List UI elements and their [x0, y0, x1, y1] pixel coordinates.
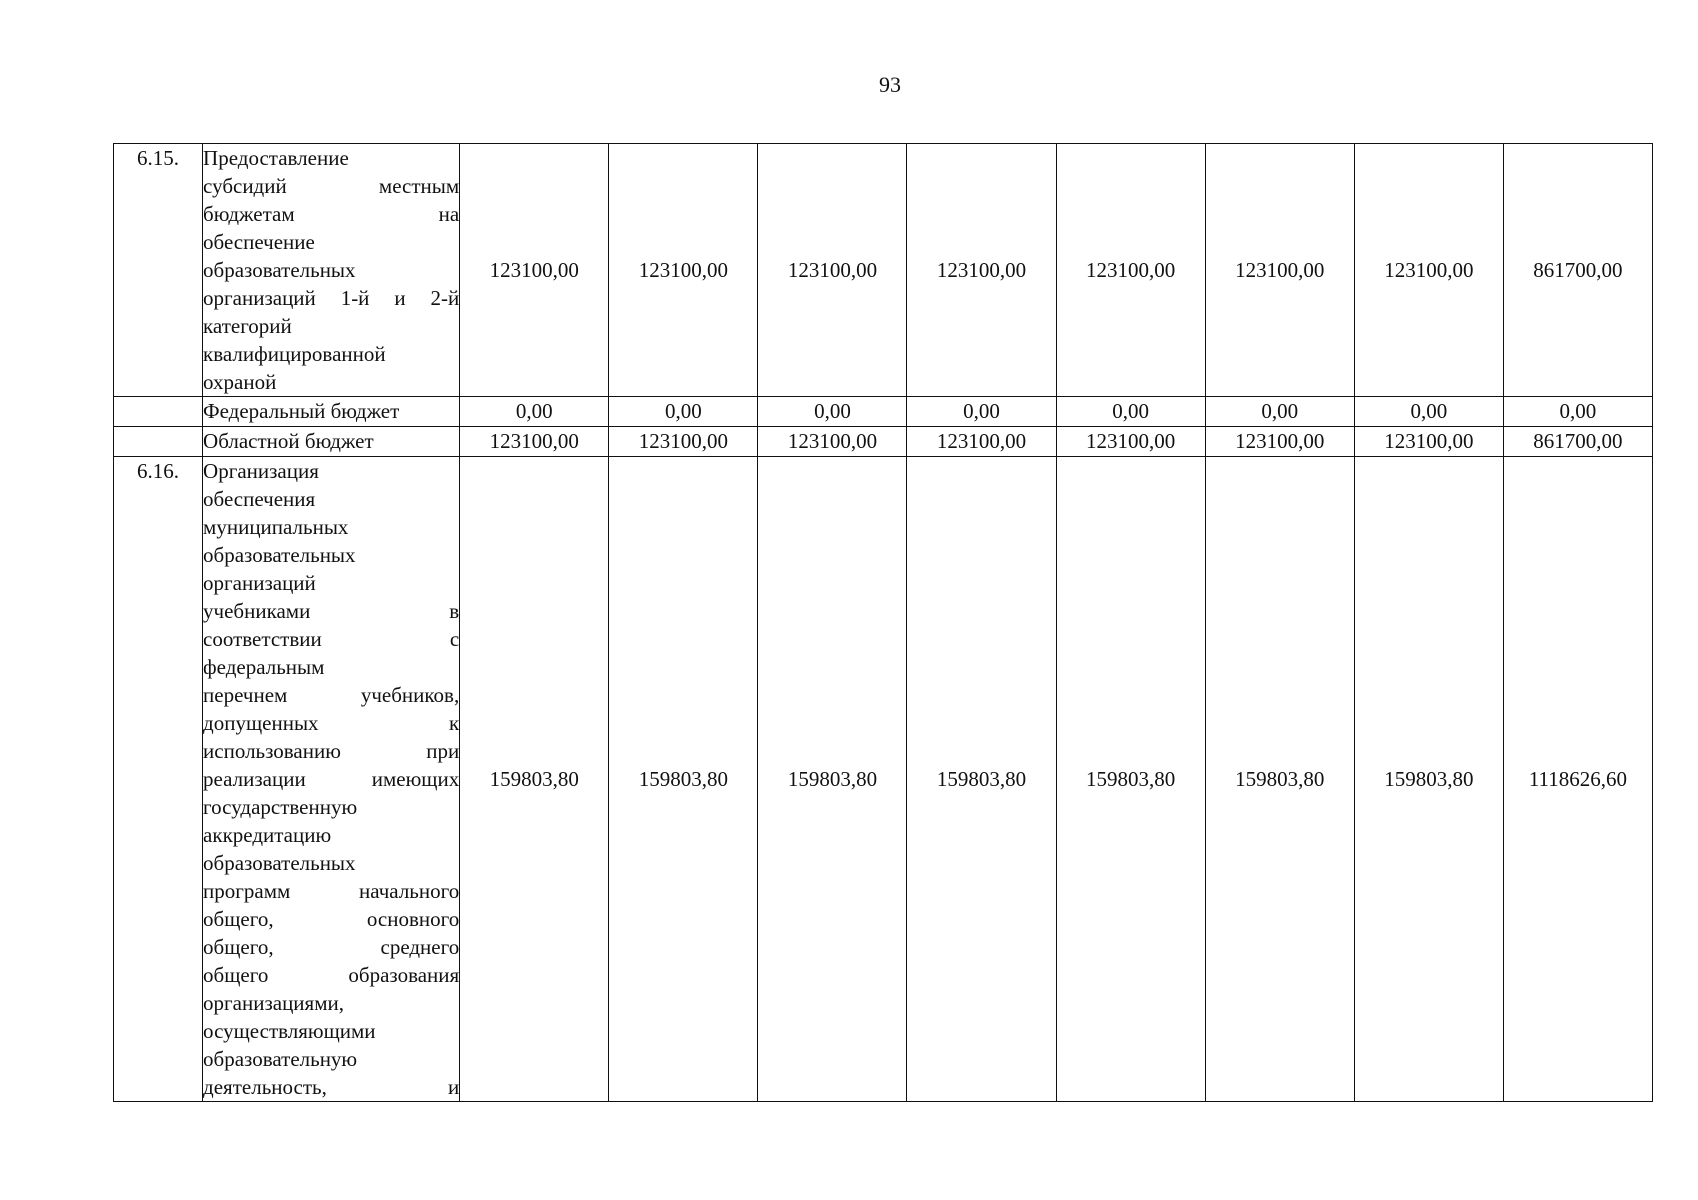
description-word: Предоставление — [203, 146, 349, 170]
description-word: на — [438, 202, 460, 226]
year-value: 0,00 — [1056, 397, 1205, 427]
description-word: обеспечение — [203, 230, 315, 254]
description-line — [203, 961, 459, 989]
description-word: начального — [359, 879, 460, 903]
year-value: 123100,00 — [1056, 427, 1205, 457]
description-line — [203, 821, 459, 849]
description-line — [203, 653, 459, 681]
year-value: 0,00 — [907, 397, 1056, 427]
description-word: в — [449, 599, 460, 623]
table-row — [114, 397, 1653, 427]
description-word: образования — [348, 963, 460, 987]
description-line — [203, 849, 459, 877]
year-value: 0,00 — [1205, 397, 1354, 427]
description-word: образовательных — [203, 543, 356, 567]
year-value: 159803,80 — [758, 457, 907, 1102]
description-line — [203, 340, 459, 368]
description-line — [203, 933, 459, 961]
table-row — [114, 457, 1653, 1102]
description-word: федеральным — [203, 655, 325, 679]
description-word: организаций — [203, 571, 316, 595]
description-line — [203, 905, 459, 933]
description-line — [203, 709, 459, 737]
total-value: 861700,00 — [1503, 427, 1652, 457]
description-line — [203, 765, 459, 793]
description-word: образовательных — [203, 258, 356, 282]
total-value: 861700,00 — [1503, 144, 1652, 397]
total-value: 0,00 — [1503, 397, 1652, 427]
description-word: осуществляющими — [203, 1019, 376, 1043]
description-word: общего — [203, 963, 269, 987]
year-value: 0,00 — [460, 397, 609, 427]
description-word: использованию — [203, 739, 341, 763]
description-line — [203, 284, 459, 312]
description-line — [203, 200, 459, 228]
year-value: 159803,80 — [1205, 457, 1354, 1102]
row-number — [114, 397, 203, 427]
description-line — [203, 513, 459, 541]
row-description: Федеральный бюджет — [203, 397, 460, 427]
description-word: учебниками — [203, 599, 311, 623]
row-description: Областной бюджет — [203, 427, 460, 457]
description-word: с — [449, 627, 460, 651]
description-word: охраной — [203, 370, 277, 394]
description-word: программ — [203, 879, 291, 903]
description-line — [203, 256, 459, 284]
description-word: основного — [366, 907, 460, 931]
row-description — [203, 457, 460, 1102]
year-value: 123100,00 — [1056, 144, 1205, 397]
description-line — [203, 793, 459, 821]
description-word: и — [447, 1075, 460, 1099]
description-word: соответствии — [203, 627, 322, 651]
description-line — [203, 541, 459, 569]
year-value: 123100,00 — [460, 427, 609, 457]
year-value: 123100,00 — [758, 427, 907, 457]
year-value: 159803,80 — [1354, 457, 1503, 1102]
description-word: образовательных — [203, 851, 356, 875]
year-value: 123100,00 — [1205, 144, 1354, 397]
description-word: общего, — [203, 907, 274, 931]
description-word: учебников, — [360, 683, 460, 707]
description-line — [203, 625, 459, 653]
row-number: 6.15. — [114, 144, 203, 397]
year-value: 123100,00 — [609, 427, 758, 457]
description-word: допущенных — [203, 711, 319, 735]
year-value: 123100,00 — [758, 144, 907, 397]
description-word: муниципальных — [203, 515, 349, 539]
description-word: среднего — [380, 935, 460, 959]
description-line — [203, 569, 459, 597]
description-line — [203, 1045, 459, 1073]
description-line — [203, 228, 459, 256]
year-value: 123100,00 — [1354, 427, 1503, 457]
description-word: государственную — [203, 795, 358, 819]
description-line — [203, 737, 459, 765]
description-word: бюджетам — [203, 202, 295, 226]
description-line — [203, 597, 459, 625]
description-word: при — [426, 739, 460, 763]
row-number: 6.16. — [114, 457, 203, 1102]
description-line — [203, 485, 459, 513]
description-word: аккредитацию — [203, 823, 332, 847]
table-row — [114, 144, 1653, 397]
row-number — [114, 427, 203, 457]
description-word: перечнем — [203, 683, 288, 707]
description-line — [203, 1073, 459, 1101]
year-value: 123100,00 — [1205, 427, 1354, 457]
year-value: 159803,80 — [1056, 457, 1205, 1102]
budget-table — [113, 143, 1653, 1102]
description-line — [203, 989, 459, 1017]
total-value: 1118626,60 — [1503, 457, 1652, 1102]
year-value: 159803,80 — [609, 457, 758, 1102]
description-word: образовательную — [203, 1047, 358, 1071]
year-value: 159803,80 — [460, 457, 609, 1102]
description-word: имеющих — [371, 767, 460, 791]
year-value: 123100,00 — [1354, 144, 1503, 397]
year-value: 0,00 — [609, 397, 758, 427]
description-word: категорий — [203, 314, 292, 338]
description-word: обеспечения — [203, 487, 316, 511]
description-line — [203, 144, 459, 172]
description-word: организаций 1-й и 2-й — [203, 286, 460, 310]
year-value: 123100,00 — [907, 427, 1056, 457]
year-value: 123100,00 — [609, 144, 758, 397]
description-line — [203, 877, 459, 905]
year-value: 159803,80 — [907, 457, 1056, 1102]
year-value: 123100,00 — [460, 144, 609, 397]
description-line — [203, 457, 459, 485]
description-line — [203, 172, 459, 200]
description-line — [203, 312, 459, 340]
description-line — [203, 1017, 459, 1045]
description-word: деятельность, — [203, 1075, 327, 1099]
year-value: 123100,00 — [907, 144, 1056, 397]
description-word: организациями, — [203, 991, 344, 1015]
page-number: 93 — [879, 72, 901, 97]
description-word: к — [449, 711, 460, 735]
year-value: 0,00 — [758, 397, 907, 427]
description-line — [203, 681, 459, 709]
description-word: квалифицированной — [203, 342, 386, 366]
description-word: субсидий — [203, 174, 287, 198]
description-line — [203, 368, 459, 396]
description-word: Организация — [203, 459, 319, 483]
table-row — [114, 427, 1653, 457]
description-word: реализации — [203, 767, 306, 791]
description-word: общего, — [203, 935, 274, 959]
description-word: местным — [378, 174, 460, 198]
row-description — [203, 144, 460, 397]
year-value: 0,00 — [1354, 397, 1503, 427]
